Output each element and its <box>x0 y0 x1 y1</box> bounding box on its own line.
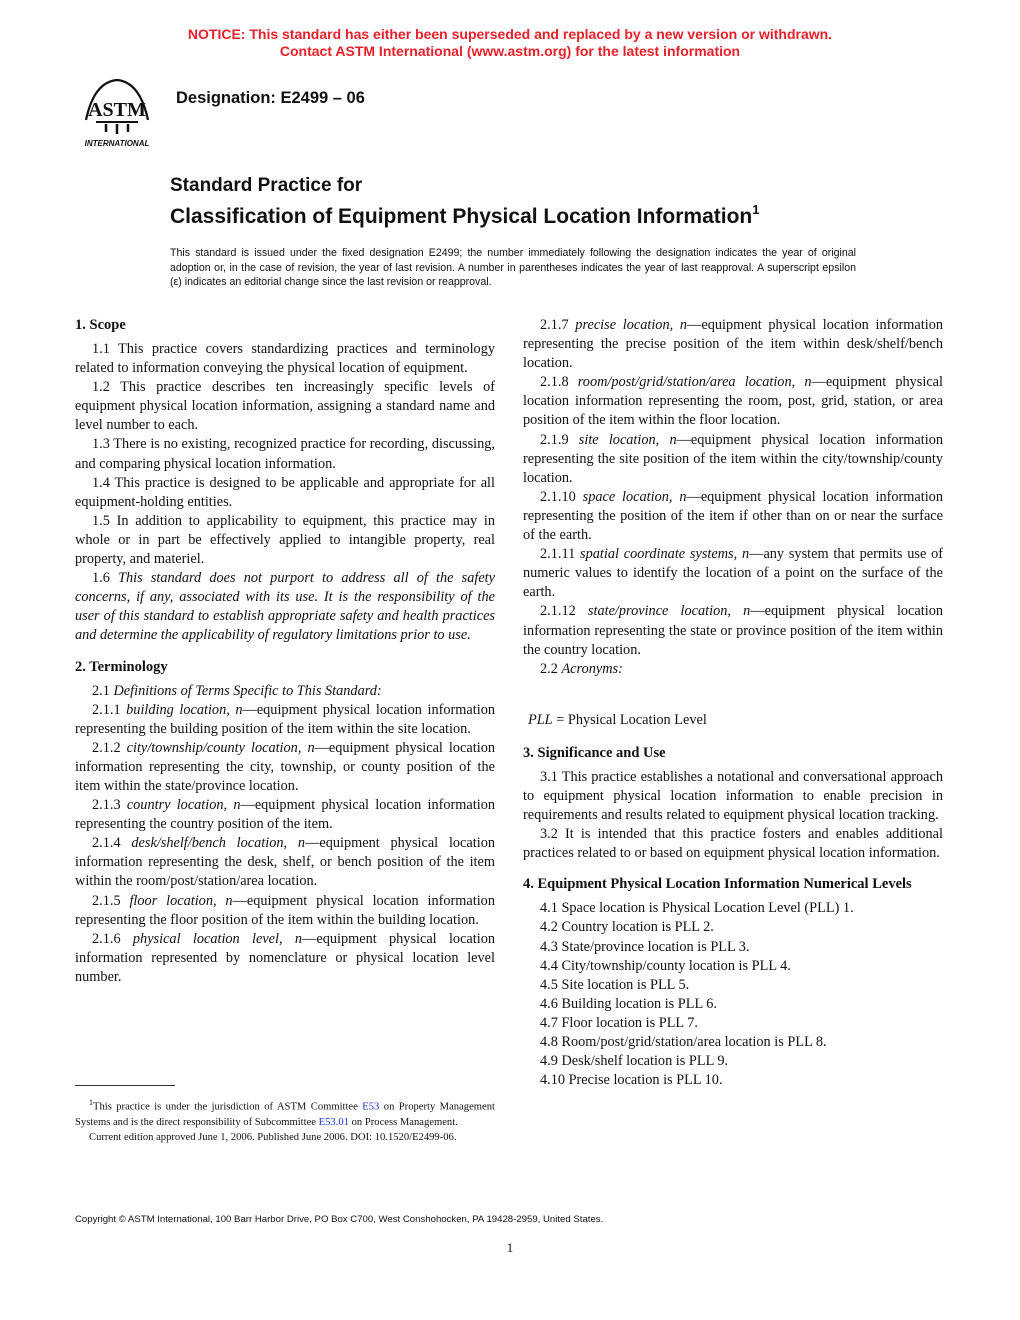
notice-line-2: Contact ASTM International (www.astm.org) for the latest information <box>279 43 741 59</box>
definition: 2.1.1 building location, n—equipment physical location information representing the building position of the item within the site location. <box>75 701 496 737</box>
definition: 2.1.10 space location, n—equipment physical location information representing the position of the item if other than on or near the surface of the earth. <box>523 488 943 544</box>
paragraph-1-2: 1.2 This practice describes ten increasingly specific levels of equipment physical location information, assigning a standard name and level number to each. <box>75 379 495 434</box>
definition: 2.1.11 spatial coordinate systems, n—any system that permits use of numeric values to identify the location of a point on the surface of the earth. <box>523 546 944 601</box>
levels-list <box>523 899 943 1090</box>
list-item: 4.9 Desk/shelf location is PLL 9. <box>540 1053 729 1070</box>
definition: 2.1.2 city/township/county location, n—equipment physical location information representing the city, township, or county position of the item within the state/province location. <box>75 739 495 794</box>
list-item: 4.7 Floor location is PLL 7. <box>540 1014 698 1031</box>
paragraph-1-5: 1.5 In addition to applicability to equipment, this practice may in whole or in part be effectively applied to intangible property, real property, and materiel. <box>75 512 495 568</box>
definition: 2.1.7 precise location, n—equipment physical location information representing the precise position of the item within desk/shelf/bench location. <box>523 317 943 372</box>
list-item: 4.1 Space location is Physical Location Level (PLL) 1. <box>540 900 854 917</box>
right-column <box>523 316 943 1090</box>
definition: 2.1.5 floor location, n—equipment physical location information representing the floor position of the item within the building location. <box>75 892 495 928</box>
paragraph-1-4: 1.4 This practice is designed to be applicable and appropriate for all equipment-holding entities. <box>75 474 495 510</box>
list-item: 4.6 Building location is PLL 6. <box>540 995 717 1012</box>
document-title <box>170 174 930 230</box>
list-item: 4.10 Precise location is PLL 10. <box>540 1072 723 1089</box>
astm-logo <box>74 74 160 150</box>
definition: 2.1.6 physical location level, n—equipment physical location information represented by nomenclature or physical location level number. <box>75 930 495 985</box>
logo-subtext: INTERNATIONAL <box>84 139 150 148</box>
definition: 2.1.8 room/post/grid/station/area location, n—equipment physical location information representing the room, post, grid, station, or area position of the item within the floor location. <box>523 374 943 429</box>
issuance-note: This standard is issued under the fixed designation E2499; the number immediately following the designation indicates the year of original adoption or, in the case of revision, the year of last revision. A number in parentheses indicates the year of last reapproval. A superscript epsilon (ε) indicates an editorial change since the last revision or reapproval. <box>170 247 856 288</box>
list-item: 4.8 Room/post/grid/station/area location is PLL 8. <box>540 1034 827 1050</box>
list-item: 4.2 Country location is PLL 2. <box>540 919 714 936</box>
title-line-1: Standard Practice for <box>170 175 363 196</box>
subcommittee-link[interactable]: E53.01 <box>318 1116 349 1128</box>
designation: Designation: E2499 – 06 <box>176 89 365 107</box>
copyright: Copyright © ASTM International, 100 Barr Harbor Drive, PO Box C700, West Conshohocken, PA 19428-2959, United States. <box>75 1214 604 1225</box>
title-footnote-mark: 1 <box>752 202 760 217</box>
page-number: 1 <box>506 1240 514 1255</box>
logo-letters: ASTM <box>88 99 146 121</box>
list-item: 4.5 Site location is PLL 5. <box>540 976 690 993</box>
paragraph-1-3: 1.3 There is no existing, recognized practice for recording, discussing, and comparing physical location information. <box>75 436 495 472</box>
paragraph-2-1: 2.1 Definitions of Terms Specific to This Standard: <box>92 682 382 699</box>
paragraph-3-2: 3.2 It is intended that this practice fosters and enables additional practices related to or based on equipment physical location information. <box>523 826 943 862</box>
paragraph-2-2: 2.2 Acronyms: <box>540 660 623 677</box>
section-heading-significance: 3. Significance and Use <box>523 744 666 761</box>
footnote <box>75 1095 495 1145</box>
left-column <box>75 316 495 987</box>
paragraph-1-1: 1.1 This practice covers standardizing practices and terminology related to information conveying the physical location of equipment. <box>75 341 495 377</box>
list-item: 4.3 State/province location is PLL 3. <box>540 938 750 955</box>
footnote-1: $^1$This practice is under the jurisdiction of ASTM Committee E53 on Property Management Systems and is the direct responsibility of Subcommittee E53.01 on Process Management. <box>75 1098 495 1128</box>
definition: 2.1.9 site location, n—equipment physical location information representing the site position of the item within the city/township/county location. <box>523 431 943 486</box>
title-line-2: Classification of Equipment Physical Location Information$^1$ <box>170 202 760 228</box>
footnote-rule <box>75 1085 175 1086</box>
definition: 2.1.12 state/province location, n—equipment physical location information representing the state or province position of the item within the country location. <box>523 603 943 658</box>
committee-link[interactable]: E53 <box>362 1101 380 1113</box>
section-heading-scope: 1. Scope <box>75 317 126 333</box>
superseded-notice <box>0 26 1020 60</box>
list-item: 4.4 City/township/county location is PLL 4. <box>540 957 791 974</box>
paragraph-1-6: 1.6 This standard does not purport to address all of the safety concerns, if any, associated with its use. It is the responsibility of the user of this standard to establish appropriate safety and health practices and determine the applicability of regulatory limitations prior to use. <box>75 570 495 644</box>
acronym-definition: PLL = Physical Location Level <box>528 711 707 728</box>
section-heading-terminology: 2. Terminology <box>75 658 168 675</box>
paragraph-3-1: 3.1 This practice establishes a notational and conversational approach to equipment physical location information to enable precision in requirements and results related to equipment physical location tracking. <box>523 768 943 824</box>
definition: 2.1.4 desk/shelf/bench location, n—equipment physical location information representing the desk, shelf, or bench position of the item within the room/post/station/area location. <box>75 835 495 890</box>
section-heading-levels: 4. Equipment Physical Location Information Numerical Levels <box>523 876 912 893</box>
notice-line-1: NOTICE: This standard has either been superseded and replaced by a new version or withdrawn. <box>187 26 833 42</box>
footnote-2: Current edition approved June 1, 2006. Published June 2006. DOI: 10.1520/E2499-06. <box>89 1131 457 1143</box>
definition: 2.1.3 country location, n—equipment physical location information representing the country position of the item. <box>75 797 495 833</box>
